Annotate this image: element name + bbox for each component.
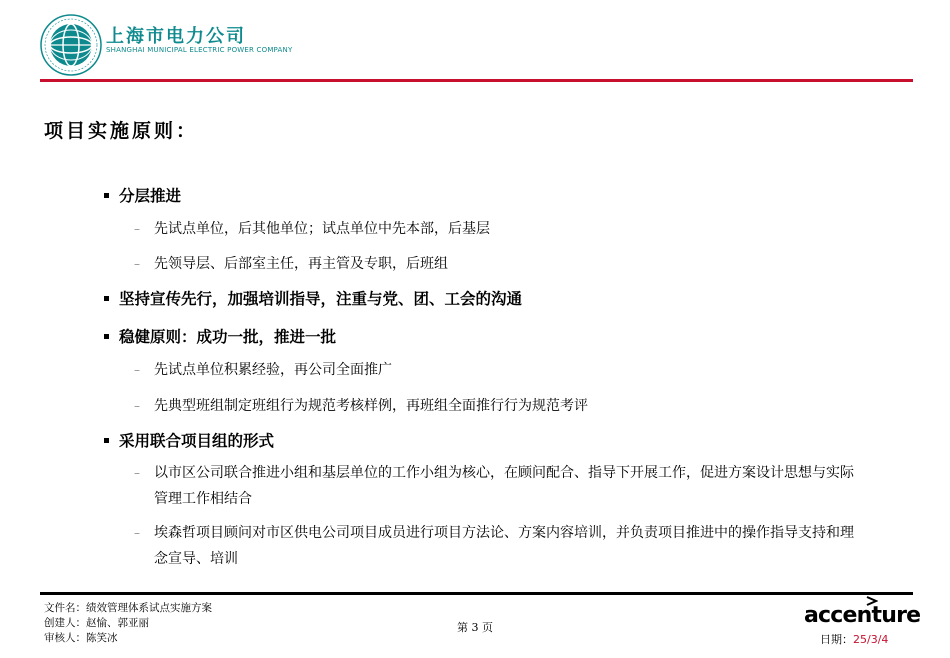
dash-icon: –: [134, 399, 140, 413]
sub-item-text: 先试点单位，后其他单位；试点单位中先本部，后基层: [154, 221, 490, 237]
accenture-logo: accenture: [804, 603, 921, 628]
sub-item-text: 先典型班组制定班组行为规范考核样例，再班组全面推行行为规范考评: [154, 398, 588, 414]
reviewer: 审核人：陈笑冰: [44, 632, 118, 644]
dash-icon: –: [134, 222, 140, 236]
page-number: 第 3 页: [457, 621, 493, 634]
dash-icon: –: [134, 526, 140, 540]
date-value: 25/3/4: [853, 633, 889, 646]
header-divider: [40, 79, 913, 82]
dash-icon: –: [134, 363, 140, 377]
dash-icon: –: [134, 466, 140, 480]
date-label: 日期：: [820, 633, 853, 646]
file-name: 文件名：绩效管理体系试点实施方案: [44, 602, 212, 614]
slide-title: 项目实施原则：: [44, 120, 199, 142]
footer-divider: [40, 592, 913, 595]
dash-icon: –: [134, 257, 140, 271]
sub-item-text: 先领导层、后部室主任，再主管及专职，后班组: [154, 256, 448, 272]
bullet-heading-text: 稳健原则：成功一批，推进一批: [119, 327, 337, 346]
bullet-heading: [104, 429, 274, 451]
square-bullet-icon: [104, 334, 109, 339]
bullet-heading: [104, 184, 181, 206]
sub-item-text: 先试点单位积累经验，再公司全面推广: [154, 362, 392, 378]
creator: 创建人：赵愉、郭亚丽: [44, 617, 149, 629]
sub-item: [134, 520, 854, 572]
bullet-heading: [104, 287, 522, 309]
sub-item: [134, 251, 854, 277]
company-name-cn: 上海市电力公司: [106, 26, 246, 47]
sub-item: [134, 460, 854, 512]
header: [0, 0, 950, 82]
bullet-heading-text: 坚持宣传先行，加强培训指导，注重与党、团、工会的沟通: [119, 289, 523, 308]
state-grid-globe-logo: [40, 14, 102, 76]
square-bullet-icon: [104, 296, 109, 301]
bullet-heading-text: 采用联合项目组的形式: [119, 431, 275, 450]
bullet-heading: [104, 325, 336, 347]
sub-item-text: 以市区公司联合推进小组和基层单位的工作小组为核心，在顾问配合、指导下开展工作，促进方案设计思想与实际管理工作相结合: [154, 465, 854, 507]
date-row: [820, 631, 888, 647]
sub-item: [134, 357, 854, 383]
sub-item-text: 埃森哲项目顾问对市区供电公司项目成员进行项目方法论、方案内容培训，并负责项目推进中的操作指导支持和理念宣导、培训: [154, 525, 854, 567]
square-bullet-icon: [104, 438, 109, 443]
sub-item: [134, 393, 854, 419]
square-bullet-icon: [104, 193, 109, 198]
bullet-heading-text: 分层推进: [119, 186, 182, 205]
sub-item: [134, 216, 854, 242]
company-name-en: SHANGHAI MUNICIPAL ELECTRIC POWER COMPANY: [106, 46, 293, 54]
